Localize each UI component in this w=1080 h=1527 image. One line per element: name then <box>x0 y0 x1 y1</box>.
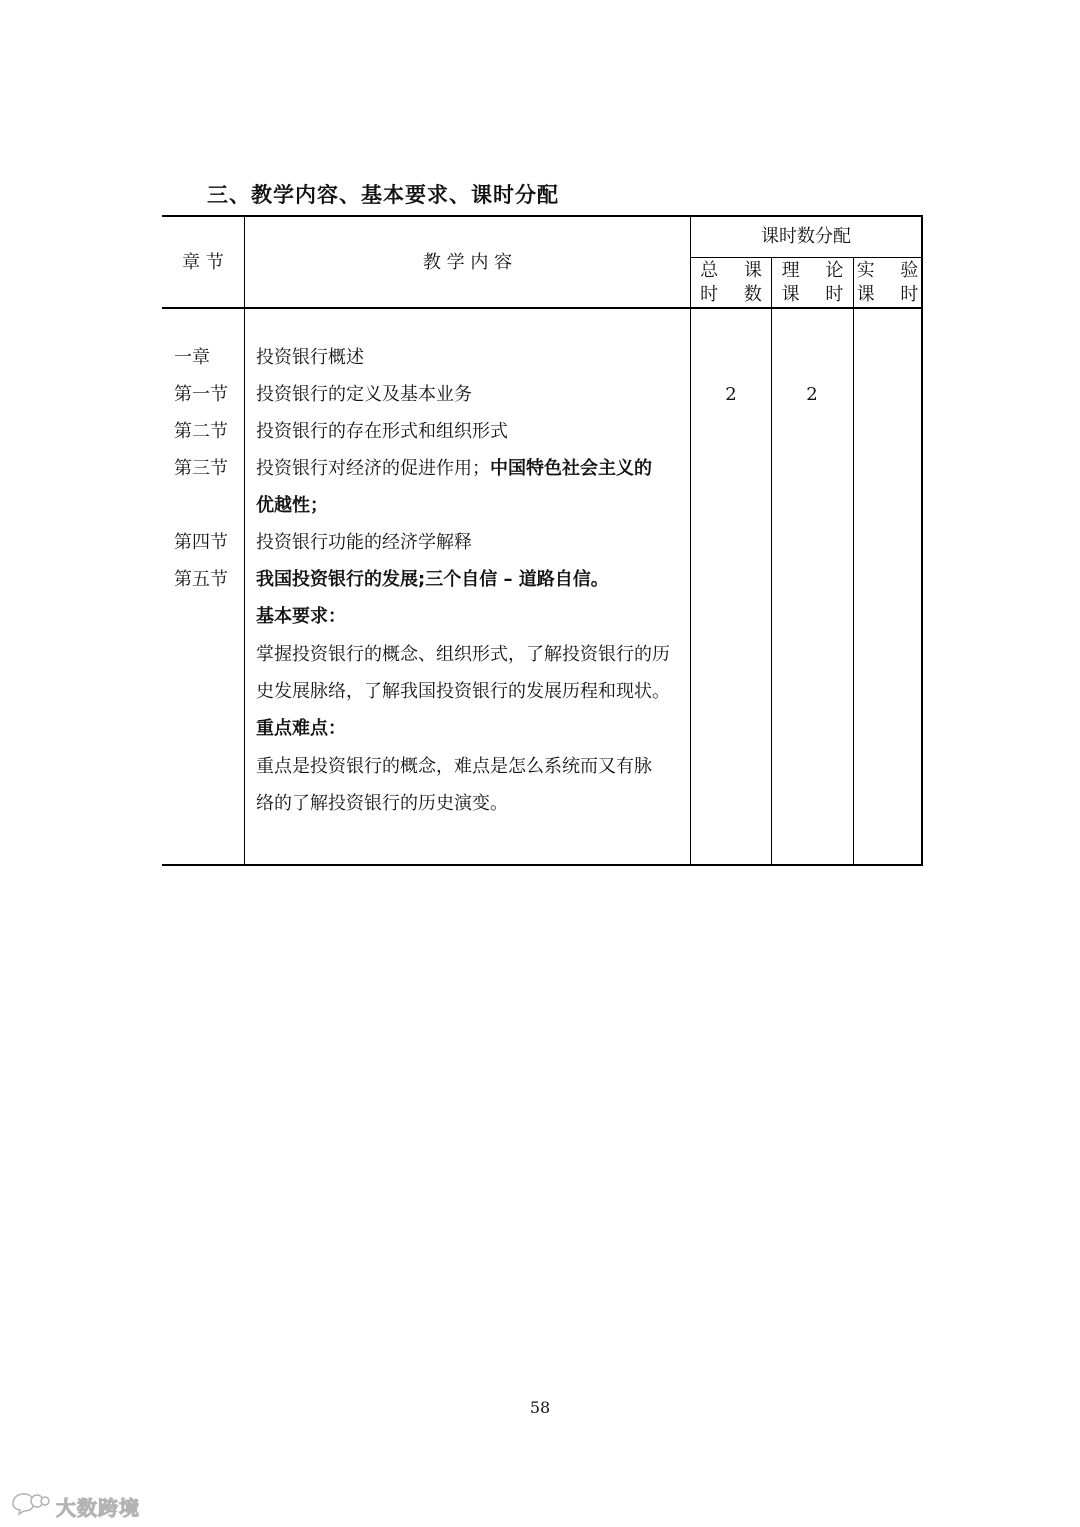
header-lab-hours <box>854 259 929 307</box>
watermark <box>10 1491 140 1521</box>
header-bottom-border <box>162 307 923 309</box>
key-points-heading: 重点难点： <box>256 718 346 739</box>
content-section-4: 投资银行功能的经济学解释 <box>256 532 472 553</box>
theory-hours-value: 2 <box>806 384 818 405</box>
header-total-hours-line1: 总 课 <box>700 260 772 281</box>
row-label-section-1: 第一节 <box>174 384 228 405</box>
requirements-heading: 基本要求： <box>256 606 346 627</box>
content-section-3-text: 投资银行对经济的促进作用； <box>256 458 490 479</box>
header-theory-hours-line2: 课 时 <box>781 284 854 305</box>
header-total-hours-line2: 时 数 <box>700 284 772 305</box>
chat-bubbles-logo-icon <box>10 1491 50 1521</box>
row-label-section-5: 第五节 <box>174 569 228 590</box>
row-label-section-3: 第三节 <box>174 458 228 479</box>
content-column-divider <box>690 215 691 866</box>
content-chapter-title: 投资银行概述 <box>256 347 364 368</box>
content-section-1: 投资银行的定义及基本业务 <box>256 384 472 405</box>
theory-column-divider <box>853 257 854 866</box>
header-lab-hours-line1: 实 验 <box>856 260 929 281</box>
watermark-text: 大数跨境 <box>56 1495 140 1520</box>
total-hours-value: 2 <box>725 384 737 405</box>
requirements-line-2: 史发展脉络，了解我国投资银行的发展历程和现状。 <box>256 681 670 702</box>
content-section-2: 投资银行的存在形式和组织形式 <box>256 421 508 442</box>
row-label-section-4: 第四节 <box>174 532 228 553</box>
header-hours-group: 课时数分配 <box>761 226 851 247</box>
header-theory-hours-line1: 理 论 <box>781 260 854 281</box>
table-top-border <box>162 215 923 217</box>
section-title: 三、教学内容、基本要求、课时分配 <box>207 183 559 207</box>
header-chapter: 章 节 <box>182 252 224 273</box>
content-section-3-continued: 优越性； <box>256 495 328 516</box>
table-right-border <box>921 215 923 866</box>
content-section-5: 我国投资银行的发展;三个自信 – 道路自信。 <box>256 569 609 590</box>
key-points-line-1: 重点是投资银行的概念，难点是怎么系统而又有脉 <box>256 756 652 777</box>
row-label-chapter: 一章 <box>174 347 210 368</box>
content-section-3 <box>256 457 652 481</box>
header-content: 教 学 内 容 <box>422 252 513 273</box>
hours-subheader-rule <box>690 257 923 258</box>
total-column-divider <box>771 257 772 866</box>
table-bottom-border <box>162 864 923 866</box>
row-label-section-2: 第二节 <box>174 421 228 442</box>
header-lab-hours-line2: 课 时 <box>856 284 929 305</box>
requirements-line-1: 掌握投资银行的概念、组织形式，了解投资银行的历 <box>256 644 670 665</box>
header-total-hours <box>691 259 771 307</box>
page-number: 58 <box>529 1398 551 1417</box>
header-theory-hours <box>772 259 853 307</box>
content-section-3-bold: 中国特色社会主义的 <box>490 458 652 479</box>
chapter-column-divider <box>244 215 245 866</box>
key-points-line-2: 络的了解投资银行的历史演变。 <box>256 793 508 814</box>
